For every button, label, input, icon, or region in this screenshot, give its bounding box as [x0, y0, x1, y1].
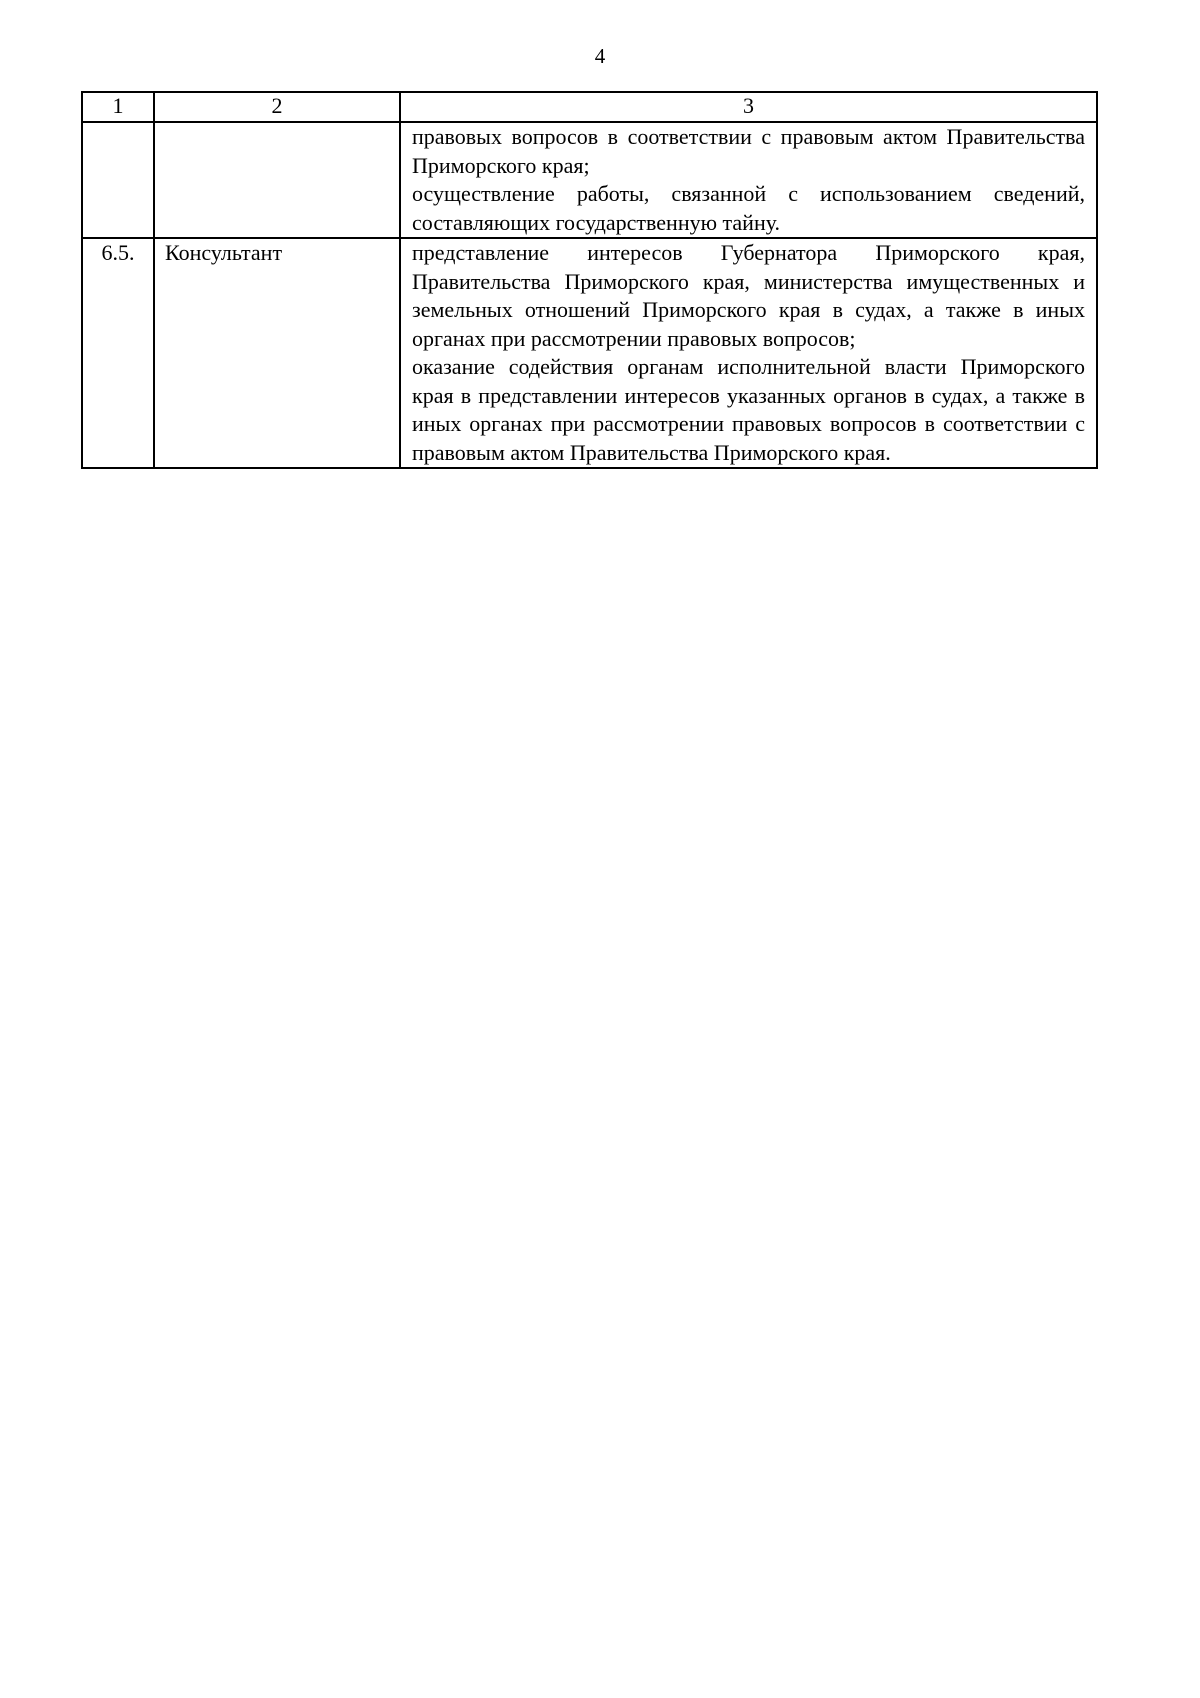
- position-cell: Консультант: [154, 238, 400, 468]
- duty-paragraph: правовых вопросов в соответствии с правовым актом Правительства Приморского края;: [412, 124, 1085, 178]
- duty-paragraph: представление интересов Губернатора Приморского края, Правительства Приморского края, министерства имущественных и земельных отношений Приморского края в судах, а также в иных органах при рассмотрении правовых вопросов;: [412, 240, 1085, 351]
- duty-paragraph: оказание содействия органам исполнительной власти Приморского края в представлении интересов указанных органов в судах, а также в иных органах при рассмотрении правовых вопросов в соответствии с правовым актом Правительства Приморского края.: [412, 354, 1085, 465]
- table-header-row: [82, 92, 1097, 122]
- column-header-3: 3: [400, 92, 1097, 122]
- duties-cell: [400, 122, 1097, 238]
- row-number-cell: [82, 122, 154, 238]
- page-number: 4: [594, 44, 606, 68]
- position-cell: [154, 122, 400, 238]
- duty-paragraph: осуществление работы, связанной с использованием сведений, составляющих государственную тайну.: [412, 181, 1085, 235]
- table-row: [82, 122, 1097, 238]
- duties-cell: [400, 238, 1097, 468]
- column-header-2: 2: [154, 92, 400, 122]
- row-number-cell: 6.5.: [82, 238, 154, 468]
- duties-table: [81, 91, 1098, 469]
- column-header-1: 1: [82, 92, 154, 122]
- table-row: [82, 238, 1097, 468]
